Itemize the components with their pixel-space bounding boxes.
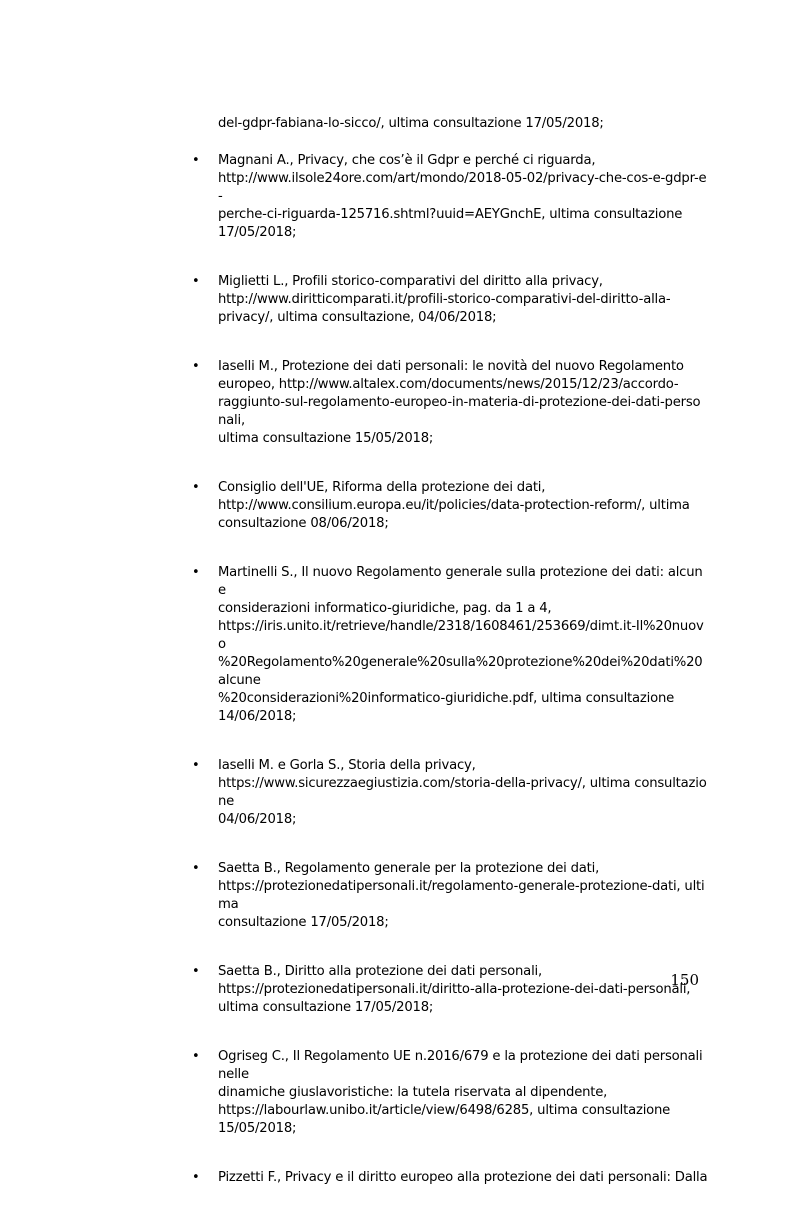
reference-text: Ogriseg C., Il Regolamento UE n.2016/679 e la protezione dei dati personali nelle dinamiche giuslavoristiche: la tutela riservata al dipendente, https://labourlaw.unibo.it/article/view/6498/6285, ultima consultazione 15/05/2018;: [218, 1049, 703, 1136]
reference-item: [0, 564, 793, 726]
reference-text: Iaselli M., Protezione dei dati personali: le novità del nuovo Regolamento europeo, http://www.altalex.com/documents/news/2015/12/23/accordo- raggiunto-sul-regolamento-europeo-in-materia-di-protezione-dei-dati-personali, ultima consultazione 15/05/2018;: [218, 359, 701, 446]
reference-text: Pizzetti F., Privacy e il diritto europeo alla protezione dei dati personali: Dalla: [218, 1170, 708, 1185]
reference-text: Iaselli M. e Gorla S., Storia della privacy, https://www.sicurezzaegiustizia.com/storia-della-privacy/, ultima consultazione 04/06/2018;: [218, 758, 707, 827]
reference-text: Martinelli S., Il nuovo Regolamento generale sulla protezione dei dati: alcune considerazioni informatico-giuridiche, pag. da 1 a 4, https://iris.unito.it/retrieve/handle/2318/1608461/253669/dimt.it-Il%20nuovo %20Regolamento%20generale%20sulla%20protezione%20dei%20dati%20alcune %20considerazioni%20informatico-giuridiche.pdf, ultima consultazione 14/06/2018;: [218, 565, 704, 724]
reference-text: Saetta B., Regolamento generale per la protezione dei dati, https://protezionedatipersonali.it/regolamento-generale-protezione-dati, ultima consultazione 17/05/2018;: [218, 861, 705, 930]
reference-item: [0, 860, 793, 932]
bullet-icon: •: [192, 274, 200, 289]
reference-text: Miglietti L., Profili storico-comparativi del diritto alla privacy, http://www.diritticomparati.it/profili-storico-comparativi-del-diritto-alla- privacy/, ultima consultazione, 04/06/2018;: [218, 274, 671, 325]
reference-list: [0, 152, 793, 1218]
bullet-icon: •: [192, 480, 200, 495]
bullet-icon: •: [192, 153, 200, 168]
bullet-icon: •: [192, 1170, 200, 1185]
bullet-icon: •: [192, 861, 200, 876]
reference-item: [0, 757, 793, 829]
bullet-icon: •: [192, 964, 200, 979]
reference-item: [0, 273, 793, 327]
reference-text: Magnani A., Privacy, che cos’è il Gdpr e perché ci riguarda, http://www.ilsole24ore.com/art/mondo/2018-05-02/privacy-che-cos-e-gdpr-e- perche-ci-riguarda-125716.shtml?uuid=AEYGnchE, ultima consultazione 17/05/2018;: [218, 153, 707, 240]
reference-item: [0, 1169, 793, 1187]
reference-item: [0, 152, 793, 242]
page-number: 150: [670, 971, 699, 989]
reference-item: [0, 1048, 793, 1138]
bullet-icon: •: [192, 565, 200, 580]
bullet-icon: •: [192, 1049, 200, 1064]
reference-item: [0, 358, 793, 448]
reference-continuation: del-gdpr-fabiana-lo-sicco/, ultima consultazione 17/05/2018;: [218, 116, 604, 131]
reference-text: Consiglio dell'UE, Riforma della protezione dei dati, http://www.consilium.europa.eu/it/policies/data-protection-reform/, ultima consultazione 08/06/2018;: [218, 480, 690, 531]
bullet-icon: •: [192, 359, 200, 374]
reference-item: [0, 479, 793, 533]
reference-text: Saetta B., Diritto alla protezione dei dati personali, https://protezionedatipersonali.it/diritto-alla-protezione-dei-dati-personali, ultima consultazione 17/05/2018;: [218, 964, 691, 1015]
bullet-icon: •: [192, 758, 200, 773]
